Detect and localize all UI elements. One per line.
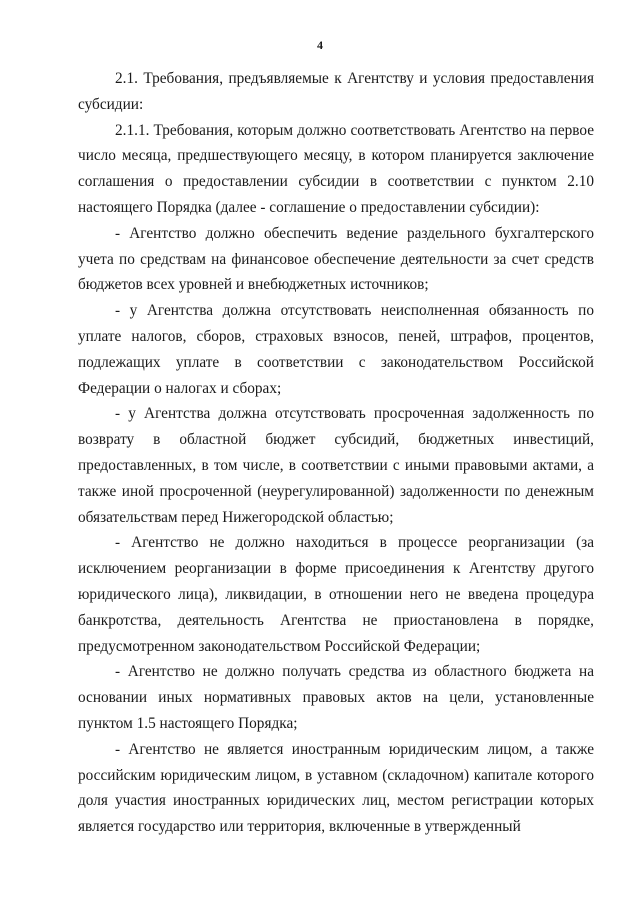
paragraph-2-1-1: 2.1.1. Требования, которым должно соответствовать Агентство на первое число месяца, предшествующего месяцу, в котором планируется заключение соглашения о предоставлении субсидии в соответствии с пунктом 2.10 настоящего Порядка (далее - соглашение о предоставлении субсидии): <box>78 121 594 216</box>
document-body <box>78 66 594 840</box>
paragraph-debt: - у Агентства должна отсутствовать просроченная задолженность по возврату в областной бюджет субсидий, бюджетных инвестиций, предоставленных, в том числе, в соответствии с иными правовыми актами, а также иной просроченной (неурегулированной) задолженности по денежным обязательствам перед Нижегородской областью; <box>78 405 594 526</box>
paragraph-reorganization: - Агентство не должно находиться в процессе реорганизации (за исключением реорганизации в форме присоединения к Агентству другого юридического лица), ликвидации, в отношении него не введена процедура банкротства, деятельность Агентства не приостановлена в порядке, предусмотренном законодательством Российской Федерации; <box>78 534 594 655</box>
page-number: 4 <box>317 38 323 52</box>
paragraph-accounting: - Агентство должно обеспечить ведение раздельного бухгалтерского учета по средствам на финансовое обеспечение деятельности за счет средств бюджетов всех уровней и внебюджетных источников; <box>78 224 594 294</box>
paragraph-taxes: - у Агентства должна отсутствовать неисполненная обязанность по уплате налогов, сборов, страховых взносов, пеней, штрафов, процентов, подлежащих уплате в соответствии с законодательством Российской Федерации о налогах и сборах; <box>78 302 594 397</box>
paragraph-2-1: 2.1. Требования, предъявляемые к Агентству и условия предоставления субсидии: <box>78 70 594 113</box>
paragraph-foreign-entity: - Агентство не является иностранным юридическим лицом, а также российским юридическим лицом, в уставном (складочном) капитале которого доля участия иностранных юридических лиц, местом регистрации которых является государство или территория, включенные в утвержденный <box>78 740 594 836</box>
paragraph-regional-budget: - Агентство не должно получать средства из областного бюджета на основании иных нормативных правовых актов на цели, установленные пунктом 1.5 настоящего Порядка; <box>78 663 594 732</box>
